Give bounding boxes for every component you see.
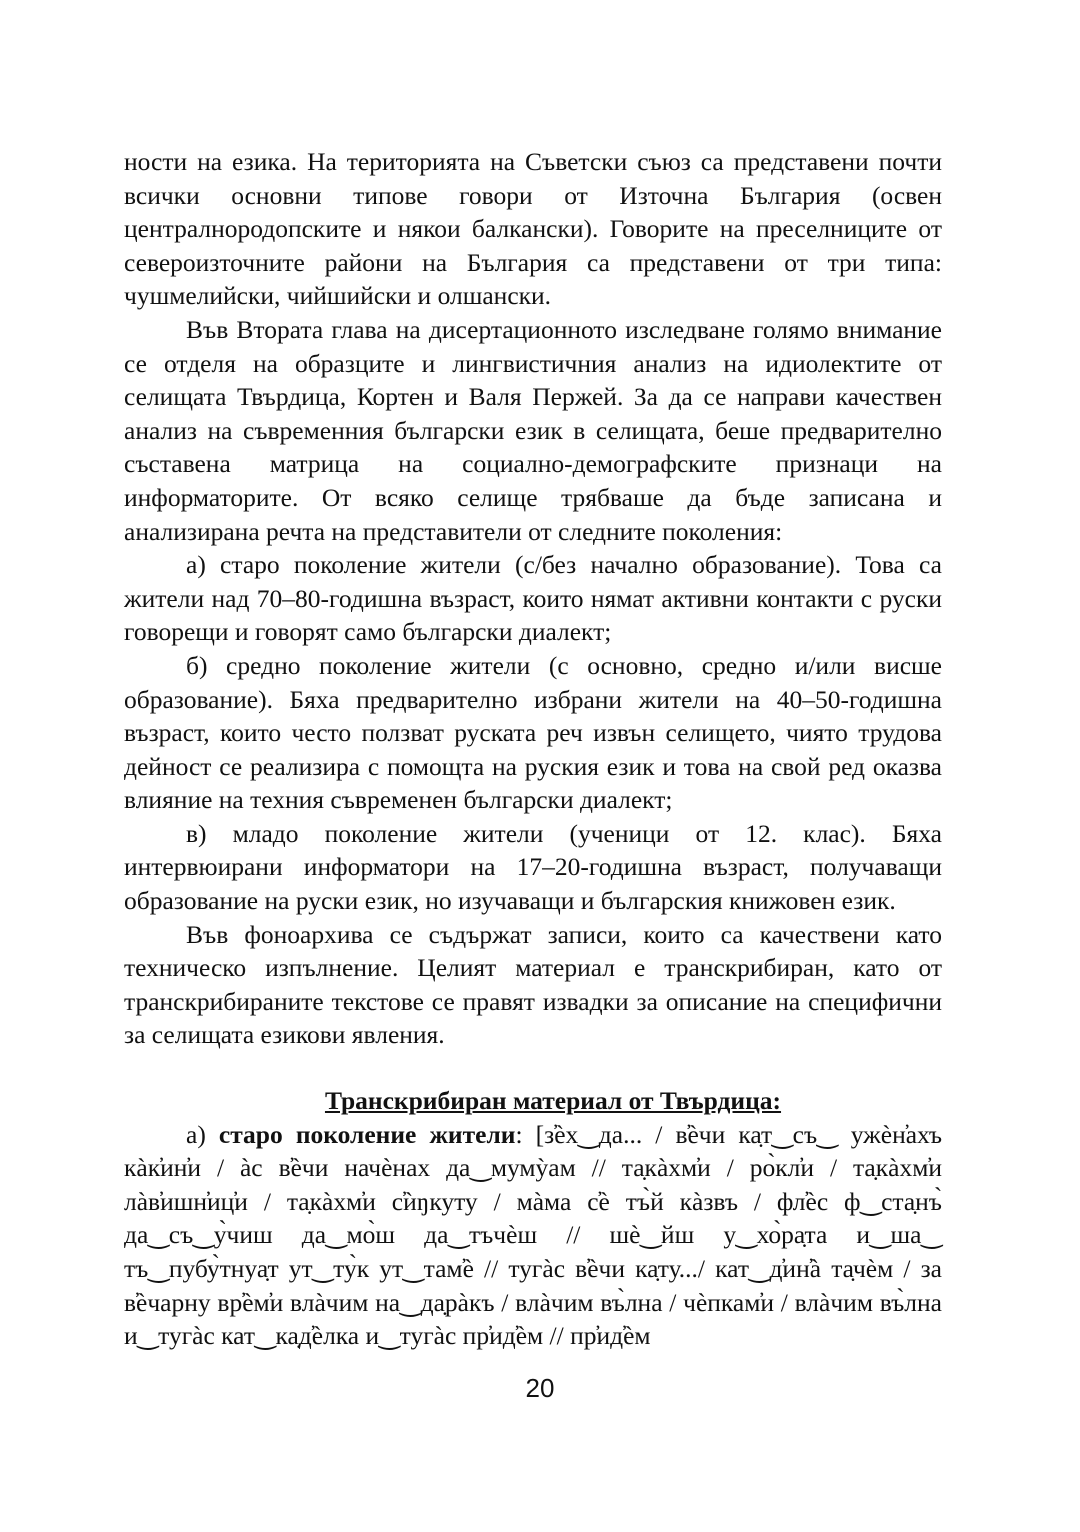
paragraph-old-generation: а) старо поколение жители (с/без начално образование). Това са жители над 70–80-годишна възраст, които нямат активни контакти с руски говорещи и говорят само български диалект;: [124, 550, 942, 647]
paragraph-continuation: ности на езика. На територията на Съветски съюз са представени почти всички основни типове говори от Източна България (освен централнородопските и някои балкански). Говорите на преселниците от североизточните райони на България са представени от три типа: чушмелийски, чийшийски и олшански.: [124, 147, 942, 311]
paragraph-phonoarchive: Във фоноархива се съдържат записи, които са качествени като техническо изпълнение. Целият материал е транскрибиран, като от транскрибираните текстове се правят извадки за описание на специфични за селищата езикови явления.: [124, 919, 942, 1050]
paragraph-second-chapter: Във Втората глава на дисертационното изследване голямо внимание се отделя на образците и лингвистичния анализ на идиолектите от селищата Твърдица, Кортен и Валя Пержей. За да се направи качествен анализ на съвременния български език в селищата, беше предварително съставена матрица на социално-демографските признаци на информаторите. От всяко селище трябваше да бъде записана и анализирана речта на представители от следните поколения:: [124, 314, 942, 546]
page-number: 20: [525, 1373, 555, 1403]
document-page: [124, 145, 942, 1353]
transcript-text: : [з̕ѐх‿да... / в̕ѐчи ка̣т‿съ‿ ужѐн̕ахъ кàк̕ин̕и / àс в̕ѐчи начѐнах да‿мумỳам // та̣кàхм̕и / ро̀кл̕и / та̣кàхм̕и лàв̕ишн̕иц̕и / та̣кàхм̕и с̕ѝŋкуту / мàма с̕ѐ тъ̀й кàзвъ / фл̕ѐс ф‿ста̣нъ̀ да‿съ‿у̀чиш да‿мо̀ш да‿тъчѐш // шѐ‿йш у‿хо̀ра̣та и‿ша‿ тъ‿пубу̀тнуа̣т ут‿ту̀к ут‿там̕ѐ // тугàс в̕ѐчи ка̣ту.../ кат‿д̕ин̕à та̣чѐм / за в̕ѐчарну вр̕ѐм̕и влàчим на‿да̣рàкъ / влàчим въ̀лна / чѐпкам̕и / влàчим въ̀лна и‿тугàс кат‿ка̣д̕ѐлка и‿тугàс пр̕ид̕ѐм // пр̕ид̕ѐм: [124, 1119, 943, 1351]
paragraph-middle-generation: б) средно поколение жители (с основно, средно и/или висше образование). Бяха предварително избрани жители на 40–50-годишна възраст, които често ползват руската реч извън селището, чиято трудова дейност се реализира с помощта на руския език и това на свой ред оказва влияние на техния съвременен български диалект;: [124, 650, 942, 815]
section-heading: Транскрибиран материал от Твърдица:: [324, 1086, 782, 1116]
transcript-prefix: а): [186, 1119, 219, 1149]
transcript-bold-label: старо поколение жители: [218, 1119, 516, 1149]
transcript-paragraph: [124, 1118, 942, 1353]
paragraph-young-generation: в) младо поколение жители (ученици от 12. клас). Бяха интервюирани информатори на 17–20-годишна възраст, получаващи образование на руски език, но изучаващи и българския книжовен език.: [124, 818, 942, 916]
